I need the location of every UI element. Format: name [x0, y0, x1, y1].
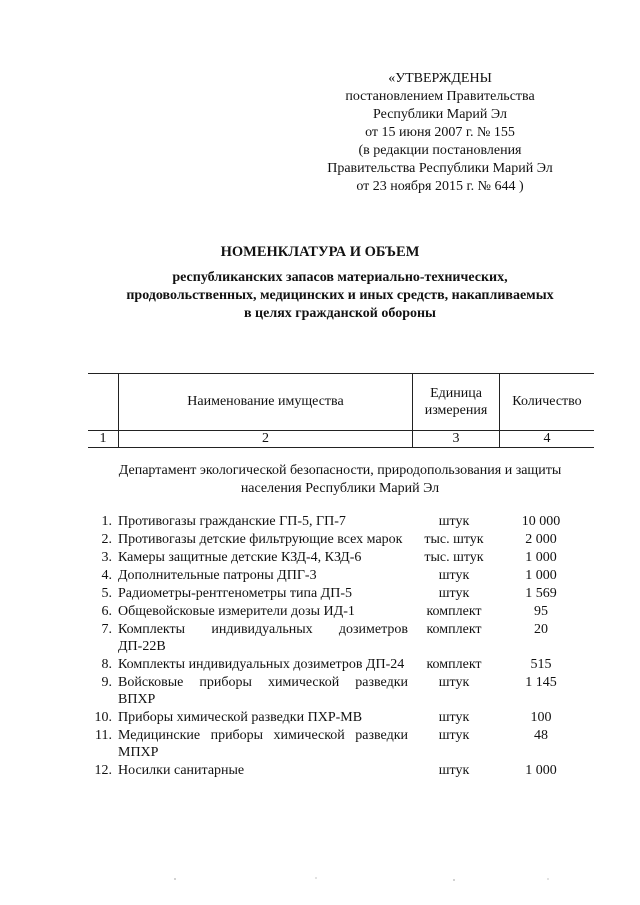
approval-line: Правительства Республики Марий Эл [327, 161, 553, 176]
column-number-row [88, 431, 594, 448]
item-number: 6. [101, 604, 112, 619]
item-quantity: 48 [534, 728, 548, 743]
department-heading [80, 462, 600, 498]
item-unit: тыс. штук [424, 550, 484, 565]
header-unit-line: Единица [430, 386, 482, 401]
item-name: Медицинские приборы химической разведки МПХР [118, 728, 408, 760]
header-row [88, 374, 594, 431]
list-item [86, 585, 586, 602]
subtitle-line: продовольственных, медицинских и иных средств, накапливаемых [126, 288, 554, 303]
department-line: Департамент экологической безопасности, природопользования и защиты [118, 463, 562, 478]
item-number: 10. [94, 710, 112, 725]
item-name: Комплекты индивидуальных дозиметров ДП-24 [118, 657, 405, 672]
item-quantity: 2 000 [525, 532, 557, 547]
column-number: 3 [413, 431, 500, 448]
subtitle-line: республиканских запасов материально-технических, [172, 270, 508, 285]
item-number: 3. [101, 550, 112, 565]
item-name: Дополнительные патроны ДПГ-3 [118, 568, 317, 583]
item-quantity: 20 [534, 622, 548, 637]
item-number: 5. [101, 586, 112, 601]
approval-line: «УТВЕРЖДЕНЫ [388, 71, 492, 86]
item-name: Радиометры-рентгенометры типа ДП-5 [118, 586, 353, 601]
item-quantity: 1 000 [525, 550, 557, 565]
item-unit: штук [438, 763, 470, 778]
approval-line: от 23 ноября 2015 г. № 644 ) [356, 179, 524, 194]
item-quantity: 95 [534, 604, 548, 619]
column-number: 4 [500, 431, 595, 448]
item-name: Противогазы детские фильтрующие всех марок [118, 532, 403, 547]
header-cell-unit [413, 374, 500, 431]
item-unit: штук [438, 728, 470, 743]
item-unit: комплект [426, 657, 482, 672]
item-unit: штук [438, 586, 470, 601]
approval-line: от 15 июня 2007 г. № 155 [365, 125, 515, 140]
header-cell-qty: Количество [500, 374, 595, 431]
approval-line: Республики Марий Эл [373, 107, 507, 122]
item-name: Общевойсковые измерители дозы ИД-1 [118, 604, 355, 619]
document-subtitle [80, 269, 600, 323]
list-item [86, 621, 586, 655]
column-number: 1 [88, 431, 119, 448]
item-number: 12. [94, 763, 112, 778]
item-quantity: 515 [530, 657, 552, 672]
list-item [86, 762, 586, 779]
item-number: 2. [101, 532, 112, 547]
item-unit: штук [438, 568, 470, 583]
list-item [86, 567, 586, 584]
list-item [86, 513, 586, 530]
item-quantity: 1 145 [525, 675, 557, 690]
item-number: 8. [101, 657, 112, 672]
item-unit: комплект [426, 604, 482, 619]
list-item [86, 674, 586, 708]
column-number: 2 [119, 431, 413, 448]
header-unit-line: измерения [424, 403, 488, 418]
item-number: 4. [101, 568, 112, 583]
list-item [86, 727, 586, 761]
item-name: Комплекты индивидуальных дозиметров ДП-22В [118, 622, 408, 654]
item-quantity: 10 000 [521, 514, 561, 529]
table-header [88, 373, 594, 448]
item-unit: тыс. штук [424, 532, 484, 547]
document-title: НОМЕНКЛАТУРА И ОБЪЕМ [220, 244, 420, 260]
scan-artifacts [0, 876, 640, 886]
item-number: 11. [95, 728, 112, 743]
item-unit: штук [438, 710, 470, 725]
item-unit: штук [438, 675, 470, 690]
item-number: 7. [101, 622, 112, 637]
list-item [86, 531, 586, 548]
item-name: Противогазы гражданские ГП-5, ГП-7 [118, 514, 346, 529]
list-item [86, 709, 586, 726]
header-cell-blank [88, 374, 119, 431]
item-number: 1. [101, 514, 112, 529]
item-quantity: 1 000 [525, 568, 557, 583]
item-name: Камеры защитные детские КЗД-4, КЗД-6 [118, 550, 362, 565]
approval-line: (в редакции постановления [358, 143, 522, 158]
item-number: 9. [101, 675, 112, 690]
department-line: населения Республики Марий Эл [240, 481, 440, 496]
approval-line: постановлением Правительства [345, 89, 535, 104]
item-quantity: 1 000 [525, 763, 557, 778]
header-cell-name: Наименование имущества [119, 374, 413, 431]
subtitle-line: в целях гражданской обороны [244, 306, 436, 321]
item-name: Приборы химической разведки ПХР-МВ [118, 710, 363, 725]
item-unit: комплект [426, 622, 482, 637]
approval-stamp [300, 70, 580, 196]
list-item [86, 549, 586, 566]
item-quantity: 1 569 [525, 586, 557, 601]
item-quantity: 100 [530, 710, 552, 725]
list-item [86, 656, 586, 673]
item-name: Носилки санитарные [118, 763, 245, 778]
item-name: Войсковые приборы химической разведки ВПХР [118, 675, 408, 707]
list-item [86, 603, 586, 620]
items-list [86, 513, 586, 780]
item-unit: штук [438, 514, 470, 529]
